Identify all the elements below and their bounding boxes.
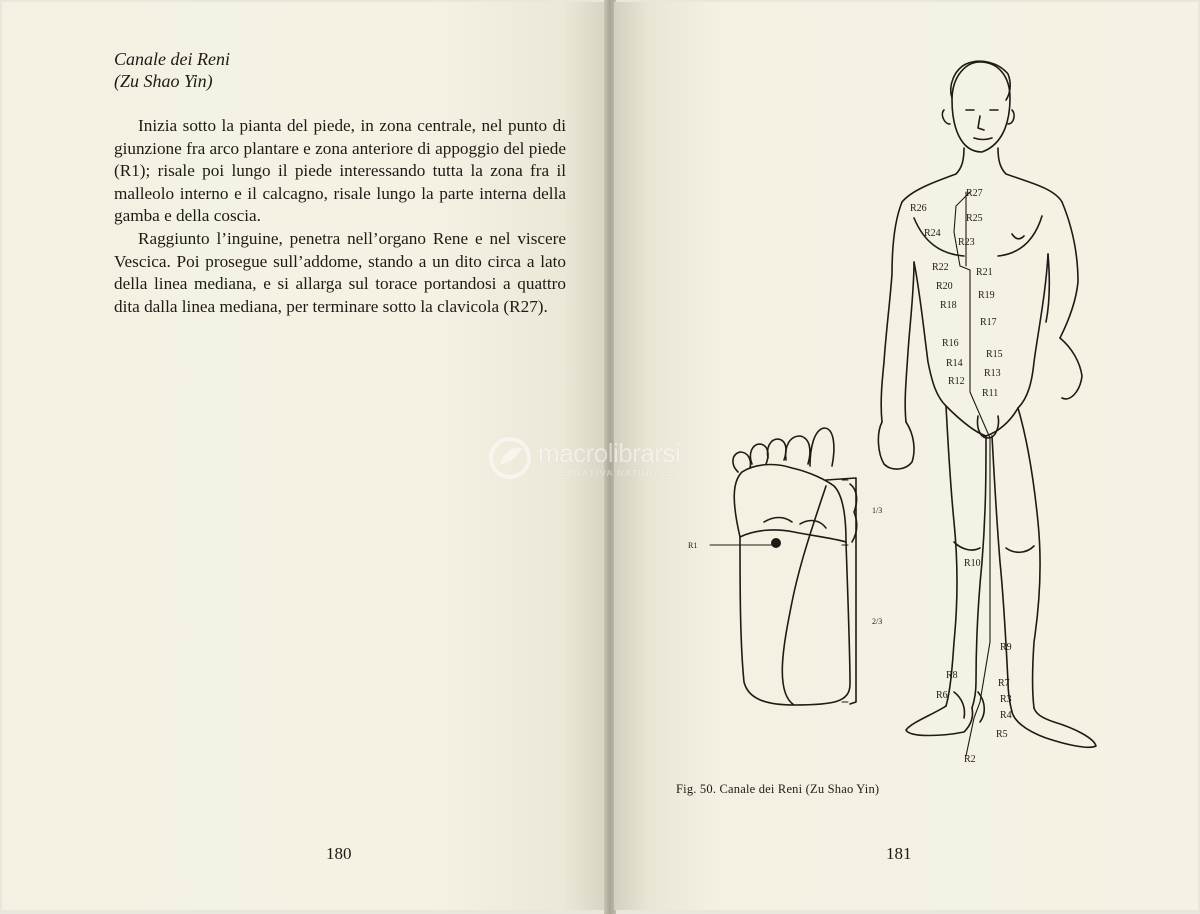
label-r20: R20 (936, 281, 953, 292)
foot-label-upper-fraction: 1/3 (872, 506, 883, 515)
foot-sole-drawing (710, 428, 857, 705)
label-r12: R12 (948, 376, 965, 387)
watermark (488, 434, 718, 482)
label-r18: R18 (940, 300, 957, 311)
label-r21: R21 (976, 267, 993, 278)
paragraph-2: Raggiunto l’inguine, penetra nell’organo Rene e nel viscere Vescica. Poi prosegue sull’addome, stando a un dito circa a lato della linea mediana, e si allarga sul torace portandosi a quattro dita dalla linea mediana, per terminare sotto la clavicola (R27). (114, 228, 566, 316)
label-r17: R17 (980, 317, 997, 328)
label-r26: R26 (910, 203, 927, 214)
foot-labels (688, 506, 882, 626)
watermark-tagline: ALTERNATIVA NATURALE (540, 468, 675, 478)
macrolibrarsi-logo-icon (488, 436, 534, 480)
heading-title: Canale dei Reni (114, 49, 230, 69)
foot-label-lower-fraction: 2/3 (872, 617, 883, 626)
r1-point-dot (771, 538, 781, 548)
figure-caption: Fig. 50. Canale dei Reni (Zu Shao Yin) (676, 782, 880, 796)
heading-subtitle: (Zu Shao Yin) (114, 71, 213, 91)
label-r8: R8 (946, 670, 958, 681)
page-number-right: 181 (886, 844, 912, 863)
label-r16: R16 (942, 338, 959, 349)
label-r10: R10 (964, 558, 981, 569)
paragraph-1: Inizia sotto la pianta del piede, in zona centrale, nel punto di giunzione fra arco plantare e zona anteriore di appoggio del piede (R1); risale poi lungo il piede interessando tutta la zona fra il malleolo interno e il calcagno, risale lungo la parte interna della gamba e della coscia. (114, 116, 566, 226)
label-r7: R7 (998, 678, 1010, 689)
label-r25: R25 (966, 213, 983, 224)
page-number-left: 180 (326, 844, 352, 863)
label-r9: R9 (1000, 642, 1012, 653)
label-r14: R14 (946, 358, 963, 369)
label-r24: R24 (924, 228, 941, 239)
label-r11: R11 (982, 388, 999, 399)
label-r15: R15 (986, 349, 1003, 360)
human-figure-drawing (878, 61, 1096, 747)
body-text (114, 115, 566, 318)
section-heading (114, 48, 230, 92)
label-r23: R23 (958, 237, 975, 248)
point-labels (910, 188, 1012, 765)
watermark-brand: macrolibrarsi (538, 438, 681, 468)
label-r5: R5 (996, 729, 1008, 740)
label-r22: R22 (932, 262, 949, 273)
label-r3: R3 (1000, 694, 1012, 705)
foot-label-r1: R1 (688, 541, 698, 550)
label-r13: R13 (984, 368, 1001, 379)
label-r27: R27 (966, 188, 983, 199)
label-r19: R19 (978, 290, 995, 301)
label-r2: R2 (964, 754, 976, 765)
label-r6: R6 (936, 690, 948, 701)
label-r4: R4 (1000, 710, 1012, 721)
